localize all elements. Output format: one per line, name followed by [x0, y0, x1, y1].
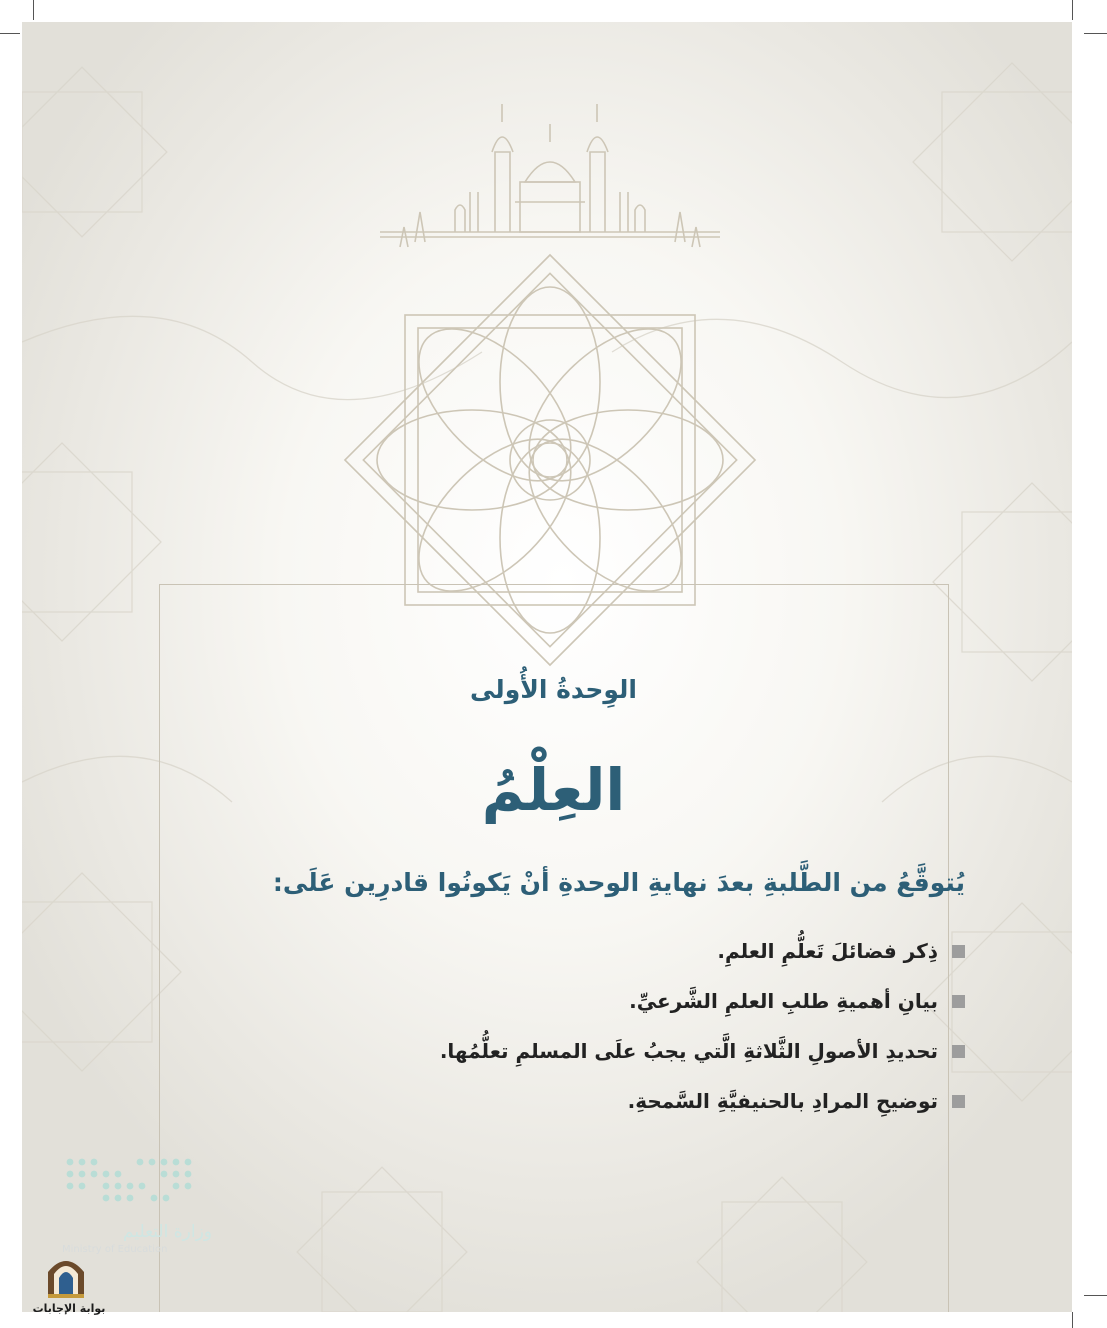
square-bullet-icon [952, 945, 965, 958]
crop-mark [1072, 0, 1073, 20]
square-bullet-icon [952, 1095, 965, 1108]
objective-text: بيانِ أهميةِ طلبِ العلمِ الشَّرعيِّ. [629, 989, 938, 1013]
crop-mark [1084, 33, 1107, 34]
crop-mark [1072, 1312, 1073, 1328]
objectives-intro: يُتوقَّعُ من الطَّلبةِ بعدَ نهايةِ الوحدةِ أنْ يَكونُوا قادرِين عَلَى: [272, 868, 965, 897]
gate-arch-logo-icon [44, 1254, 88, 1300]
objective-text: توضيحِ المرادِ بالحنيفيَّةِ السَّمحةِ. [627, 1089, 938, 1113]
crop-mark [1084, 1295, 1107, 1296]
unit-label: الوِحدةُ الأُولى [470, 675, 637, 704]
list-item [265, 1076, 965, 1126]
unit-title: العِلْمُ [481, 756, 626, 824]
square-bullet-icon [952, 995, 965, 1008]
objective-text: ذِكر فضائلَ تَعلُّمِ العلمِ. [717, 939, 938, 963]
mosque-skyline-icon [380, 104, 720, 247]
ministry-logo [40, 1140, 220, 1260]
crop-mark [33, 0, 34, 20]
list-item [265, 976, 965, 1026]
objective-text: تحديدِ الأصولِ الثَّلاثةِ الَّتي يجبُ علَى المسلمِ تعلُّمُها. [439, 1039, 938, 1063]
square-bullet-icon [952, 1045, 965, 1058]
list-item [265, 926, 965, 976]
ministry-name-english: Ministry of Education [62, 1244, 168, 1255]
crop-mark [0, 33, 20, 34]
list-item [265, 1026, 965, 1076]
portal-name: بوابة الإجابات [32, 1302, 106, 1315]
ministry-dots-logo-icon [64, 1156, 198, 1206]
ministry-name-arabic: وزارة التعليم [123, 1222, 212, 1242]
objectives-list [265, 926, 965, 1126]
portal-logo [14, 1250, 134, 1328]
